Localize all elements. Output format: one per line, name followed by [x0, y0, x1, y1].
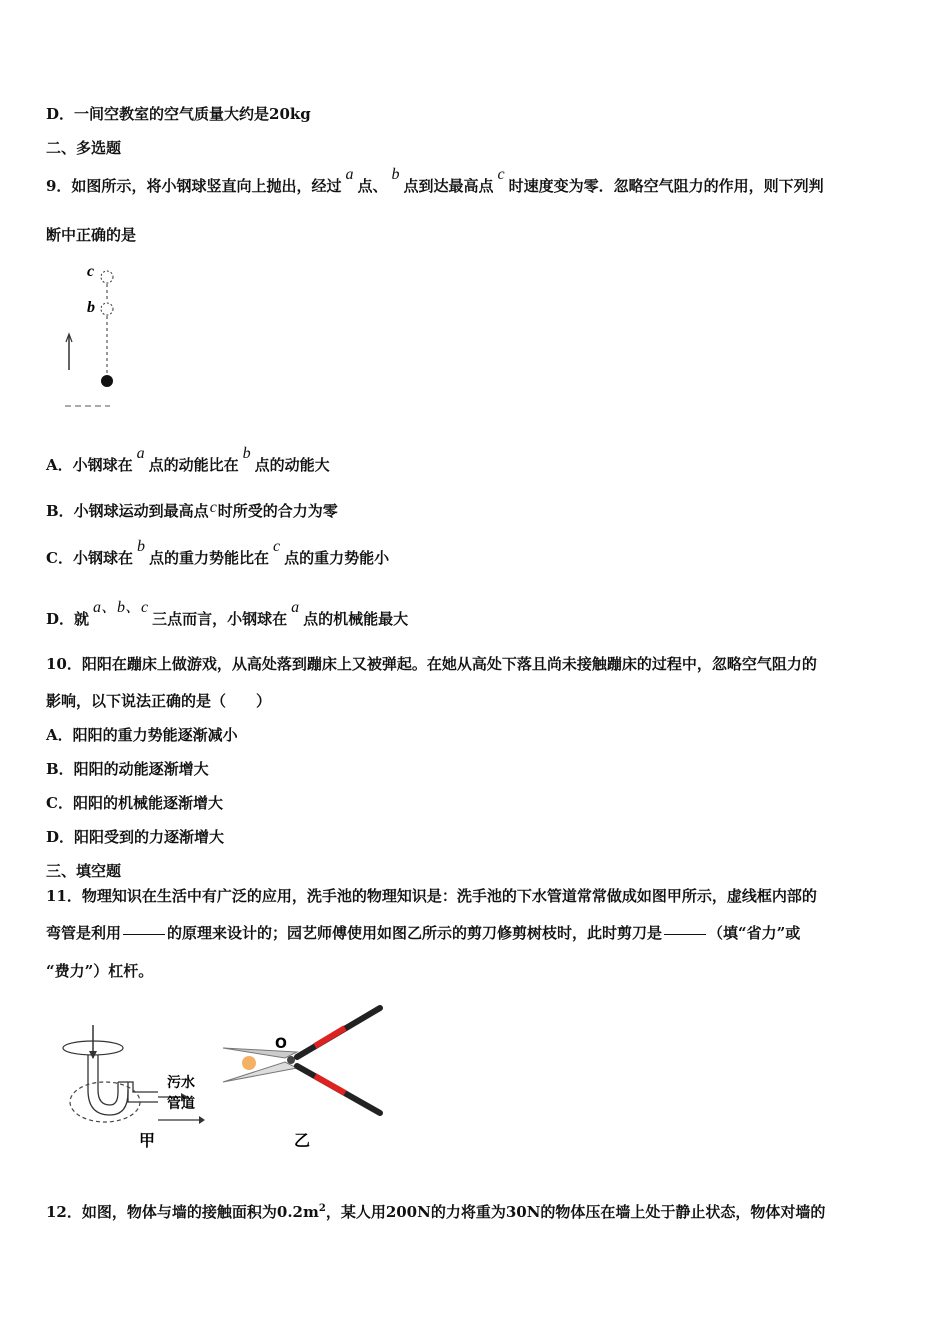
q10-option-d: D．阳阳受到的力逐渐增大 [46, 828, 225, 846]
q9-option-b: B．小钢球运动到最高点c时所受的合力为零 [46, 499, 338, 520]
q11-fig-yi-pivot-label: O [275, 1036, 287, 1052]
q11-blank-2[interactable] [664, 934, 706, 935]
q10-option-b: B．阳阳的动能逐渐增大 [46, 760, 209, 778]
q11-fig-jia-caption: 甲 [139, 1131, 156, 1150]
q10-stem-line2: 影响，以下说法正确的是（ ） [46, 692, 272, 710]
q11-fig-yi-caption: 乙 [294, 1131, 311, 1150]
q9-option-d: D．就a、b、c三点而言，小钢球在a点的机械能最大 [46, 599, 409, 628]
q8-option-d: D．一间空教室的空气质量大约是20kg [46, 105, 311, 123]
q9-fig-label-c: c [87, 263, 95, 280]
q9-option-c: C．小钢球在b点的重力势能比在c点的重力势能小 [46, 538, 390, 567]
q9-ball-figure [60, 260, 130, 410]
q10-option-c: C．阳阳的机械能逐渐增大 [46, 794, 223, 812]
q11-figure-jia-drain [55, 1020, 215, 1155]
section-fill-blank-title: 三、填空题 [46, 862, 122, 880]
q11-fig-jia-label-pipe: 管道 [167, 1096, 195, 1112]
q11-stem-line2: 弯管是利用 的原理来设计的；园艺师傅使用如图乙所示的剪刀修剪树枝时，此时剪刀是 （填“省力”或 [46, 924, 801, 942]
q11-stem-line1: 11．物理知识在生活中有广泛的应用，洗手池的物理知识是：洗手池的下水管道常常做成如图甲所示，虚线框内部的 [46, 887, 817, 905]
q11-stem-line3: “费力”）杠杆。 [46, 962, 154, 980]
q9-fig-label-b: b [87, 299, 95, 316]
q9-point-c: c [497, 166, 505, 183]
section-multiple-choice-title: 二、多选题 [46, 139, 122, 157]
q9-stem-line2: 断中正确的是 [46, 226, 137, 244]
q12-stem-line1: 12．如图，物体与墙的接触面积为$0.2m^2$，某人用200N的力将重为30N的物体压在墙上处于静止状态，物体对墙的 [46, 1203, 826, 1221]
q11-blank-1[interactable] [123, 934, 165, 935]
q9-point-b: b [391, 166, 400, 183]
q9-option-a: A．小钢球在a点的动能比在b点的动能大 [46, 445, 330, 474]
q10-option-a: A．阳阳的重力势能逐渐减小 [46, 726, 238, 744]
q11-fig-jia-label-sewage: 污水 [167, 1075, 195, 1091]
q9-point-a: a [345, 166, 354, 183]
q10-stem-line1: 10．阳阳在蹦床上做游戏，从高处落到蹦床上又被弹起。在她从高处下落且尚未接触蹦床的过程中，忽略空气阻力的 [46, 655, 817, 673]
q9-stem-line1: 9．如图所示，将小钢球竖直向上抛出，经过a点、b点到达最高点c时速度变为零．忽略空气阻力的作用，则下列判 [46, 166, 824, 195]
q11-figure-yi-shears [215, 1000, 390, 1155]
